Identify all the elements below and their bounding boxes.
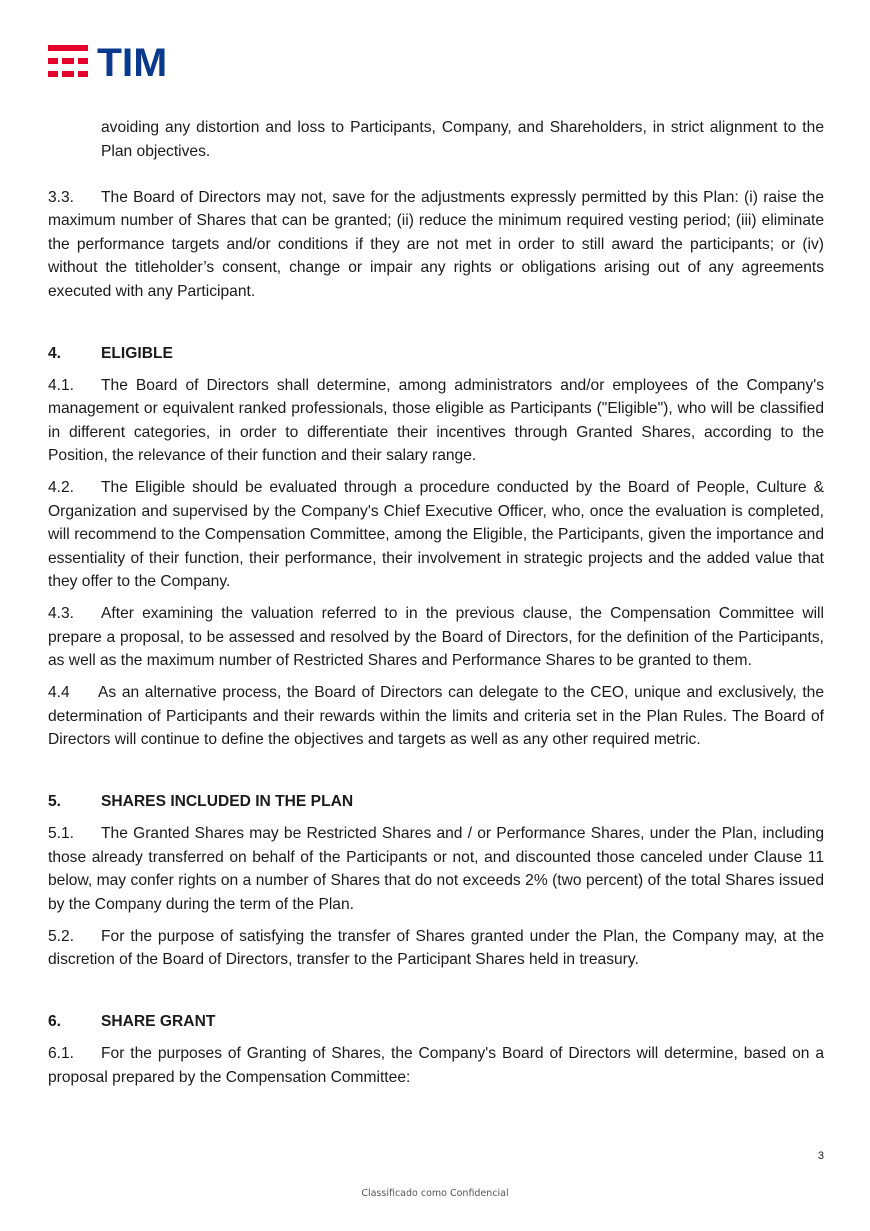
paragraph-4-1 <box>48 374 824 468</box>
paragraph-3-2-continuation: avoiding any distortion and loss to Participants, Company, and Shareholders, in strict alignment to the Plan objectives. <box>101 119 824 160</box>
tim-logo <box>48 41 168 85</box>
section-4-heading <box>48 342 824 366</box>
section-number: 4. <box>48 344 62 362</box>
paragraph-4-4 <box>48 681 824 752</box>
paragraph-text: The Eligible should be evaluated through a procedure conducted by the Board of People, Culture & Organization and supervised by the Company's Chief Executive Officer, who, once the evaluation is completed, will recommend to the Compensation Committee, among the Eligible, the Participants, given the importance and essentiality of their function, their performance, their involvement in strategic projects and the added value that they offer to the Company. <box>48 479 824 590</box>
paragraph-5-1 <box>48 822 824 916</box>
section-title: SHARE GRANT <box>101 1013 216 1030</box>
paragraph-text: The Board of Directors may not, save for the adjustments expressly permitted by this Plan: (i) raise the maximum number of Shares that can be granted; (ii) reduce the minimum required vesting period; (iii) eliminate the performance targets and/or conditions if they are not met in order to still award the participants; or (iv) without the titleholder’s consent, change or impair any rights or obligations arising out of any agreements executed with any Participant. <box>48 188 824 300</box>
paragraph-number: 6.1. <box>48 1045 75 1062</box>
section-number: 5. <box>48 793 62 810</box>
paragraph-text: The Granted Shares may be Restricted Shares and / or Performance Shares, under the Plan, including those already transferred on behalf of the Participants or not, and discounted those canceled under Clause 11 below, may confer rights on a number of Shares that do not exceeds 2% (two percent) of the total Shares issued by the Company during the term of the Plan. <box>48 825 824 913</box>
paragraph-number: 4.4 <box>48 684 70 701</box>
page-number: 3 <box>817 1150 824 1162</box>
paragraph-text: For the purpose of satisfying the transfer of Shares granted under the Plan, the Company may, at the discretion of the Board of Directors, transfer to the Participant Shares held in treasury. <box>48 927 824 968</box>
paragraph-6-1 <box>48 1042 824 1089</box>
paragraph-4-2 <box>48 476 824 594</box>
paragraph-number: 4.2. <box>48 479 75 496</box>
section-title: SHARES INCLUDED IN THE PLAN <box>101 793 354 810</box>
paragraph-text: After examining the valuation referred to in the previous clause, the Compensation Committee will prepare a proposal, to be assessed and resolved by the Board of Directors, for the definition of the Participants, as well as the maximum number of Restricted Shares and Performance Shares to be granted to them. <box>48 605 824 669</box>
paragraph-number: 4.1. <box>48 376 75 394</box>
paragraph-number: 5.1. <box>48 825 75 842</box>
paragraph-text: The Board of Directors shall determine, among administrators and/or employees of the Company's management or equivalent ranked professionals, those eligible as Participants ("Eligible"), who will be classified in different categories, in order to differentiate their incentives through Granted Shares, according to the Position, the relevance of their function and their salary range. <box>48 376 824 464</box>
paragraph-4-3 <box>48 602 824 673</box>
logo-wordmark: TIM <box>97 41 168 85</box>
document-body <box>48 116 824 1098</box>
paragraph-5-2 <box>48 925 824 972</box>
paragraph-number: 4.3. <box>48 605 75 622</box>
section-title: ELIGIBLE <box>101 344 173 362</box>
section-5-heading <box>48 790 824 814</box>
paragraph-number: 5.2. <box>48 927 75 945</box>
paragraph-text: For the purposes of Granting of Shares, the Company's Board of Directors will determine, based on a proposal prepared by the Compensation Committee: <box>48 1045 824 1086</box>
tim-logo-mark-icon <box>48 45 88 81</box>
section-6-heading <box>48 1010 824 1034</box>
section-number: 6. <box>48 1013 62 1030</box>
paragraph-number: 3.3. <box>48 188 75 206</box>
paragraph-3-3 <box>48 186 824 304</box>
paragraph-text: As an alternative process, the Board of Directors can delegate to the CEO, unique and exclusively, the determination of Participants and their rewards within the limits and criteria set in the Plan Rules. The Board of Directors will continue to define the objectives and targets as well as any other required metric. <box>48 684 824 748</box>
classification-label: Classificado como Confidencial <box>361 1188 509 1199</box>
